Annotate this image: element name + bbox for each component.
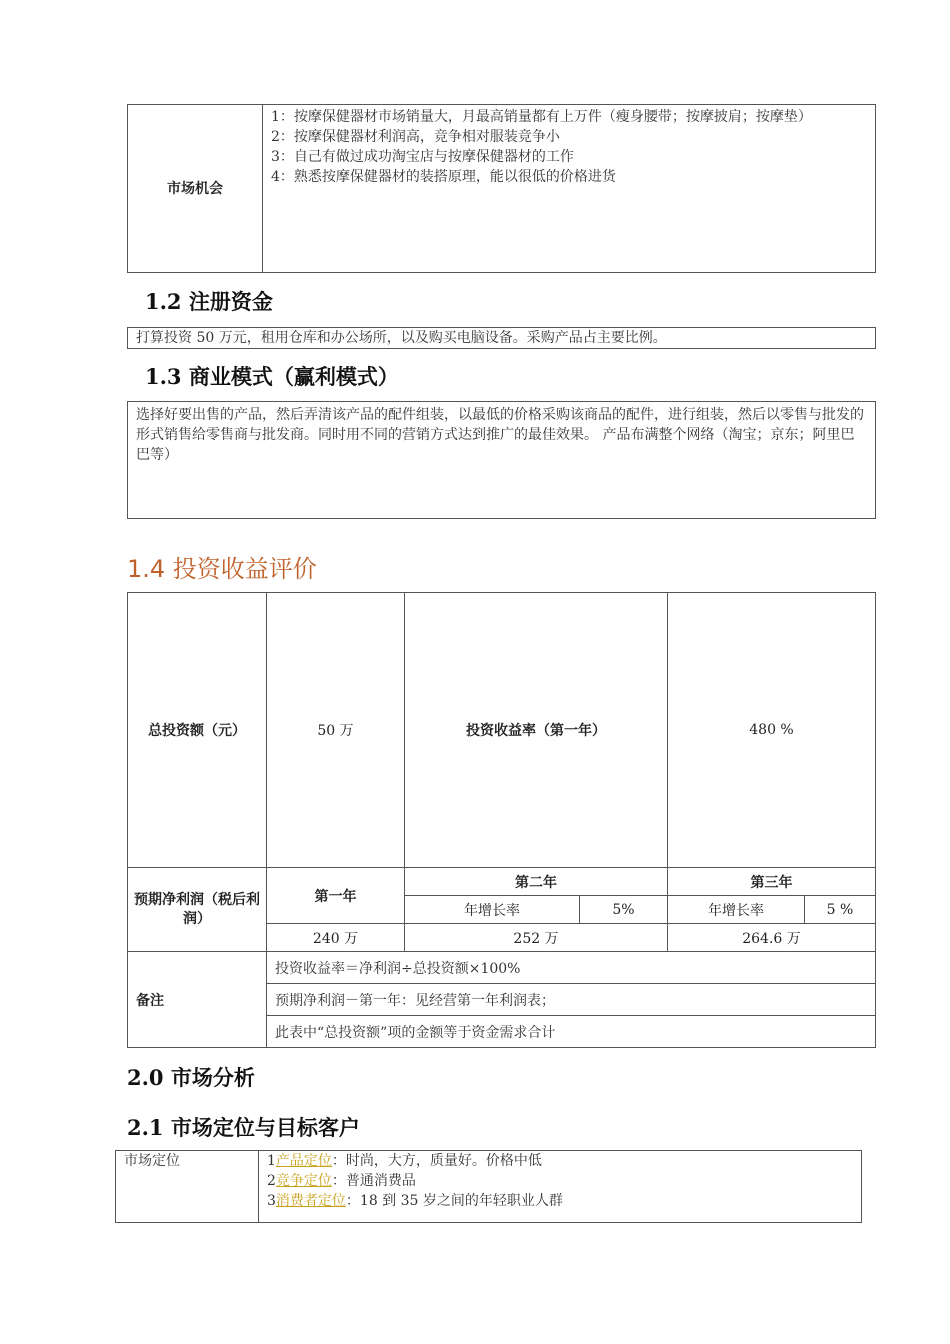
opportunity-line-4: 4：熟悉按摩保健器材的装搭原理，能以很低的价格进货 (271, 169, 616, 185)
positioning-item-1-num: 1 (267, 1153, 276, 1169)
year2-label: 第二年 (405, 868, 668, 896)
total-invest-value: 50 万 (267, 593, 405, 868)
market-positioning-content (259, 1151, 862, 1223)
roi-label: 投资收益率（第一年） (405, 593, 668, 868)
note-1: 投资收益率＝净利润÷总投资额×100% (267, 952, 876, 984)
section-1-2-title: 1.2 注册资金 (145, 289, 273, 314)
business-model-text: 选择好要出售的产品，然后弄清该产品的配件组装，以最低的价格采购该商品的配件，进行组装，然后以零售与批发的形式销售给零售商与批发商。同时用不同的营销方式达到推广的最佳效果。 产品布满整个网络（淘宝；京东；阿里巴巴等） (128, 402, 876, 519)
registered-capital-box (127, 327, 876, 349)
positioning-item-2-num: 2 (267, 1173, 276, 1189)
section-1-3-title: 1.3 商业模式（赢利模式） (145, 364, 399, 389)
year2-growth-value: 5% (579, 896, 667, 924)
year2-growth-label: 年增长率 (405, 896, 580, 924)
year3-label: 第三年 (668, 868, 876, 896)
opportunity-line-3: 3：自己有做过成功淘宝店与按摩保健器材的工作 (271, 149, 574, 165)
year3-value: 264.6 万 (668, 924, 876, 952)
opportunity-line-1: 1：按摩保健器材市场销量大，月最高销量都有上万件（瘦身腰带；按摩披肩；按摩垫） (271, 109, 812, 125)
note-2: 预期净利润－第一年：见经营第一年利润表； (267, 984, 876, 1016)
year3-growth-label: 年增长率 (668, 896, 805, 924)
positioning-item-3-num: 3 (267, 1193, 276, 1209)
market-positioning-label: 市场定位 (116, 1151, 259, 1223)
positioning-item-1 (267, 1151, 853, 1171)
product-positioning-link[interactable]: 产品定位 (275, 1153, 332, 1169)
market-opportunity-label: 市场机会 (128, 105, 263, 273)
positioning-item-1-text: ：时尚，大方，质量好。价格中低 (331, 1153, 542, 1169)
year1-label: 第一年 (267, 868, 405, 924)
consumer-positioning-link[interactable]: 消费者定位 (275, 1193, 346, 1209)
section-1-4-title: 1.4 投资收益评价 (127, 555, 317, 583)
note-3: 此表中“总投资额”项的金额等于资金需求合计 (267, 1016, 876, 1048)
market-opportunity-table (127, 104, 876, 273)
competition-positioning-link[interactable]: 竞争定位 (275, 1173, 332, 1189)
total-invest-label: 总投资额（元） (128, 593, 267, 868)
market-positioning-table (115, 1150, 862, 1223)
business-model-box (127, 401, 876, 519)
year2-value: 252 万 (405, 924, 668, 952)
opportunity-line-2: 2：按摩保健器材利润高，竞争相对服装竞争小 (271, 129, 560, 145)
positioning-item-2-text: ：普通消费品 (331, 1173, 416, 1189)
year1-value: 240 万 (267, 924, 405, 952)
section-2-1-title: 2.1 市场定位与目标客户 (127, 1115, 360, 1140)
investment-return-table (127, 592, 876, 1048)
positioning-item-3-text: ：18 到 35 岁之间的年轻职业人群 (345, 1193, 563, 1209)
profit-label: 预期净利润（税后利润） (128, 868, 267, 952)
notes-label: 备注 (128, 952, 267, 1048)
section-2-0-title: 2.0 市场分析 (127, 1065, 255, 1090)
market-opportunity-content (263, 105, 876, 273)
positioning-item-2 (267, 1171, 853, 1191)
positioning-item-3 (267, 1191, 853, 1211)
year3-growth-value: 5 % (805, 896, 876, 924)
roi-value: 480 % (668, 593, 876, 868)
registered-capital-text: 打算投资 50 万元，租用仓库和办公场所，以及购买电脑设备。采购产品占主要比例。 (128, 328, 876, 349)
